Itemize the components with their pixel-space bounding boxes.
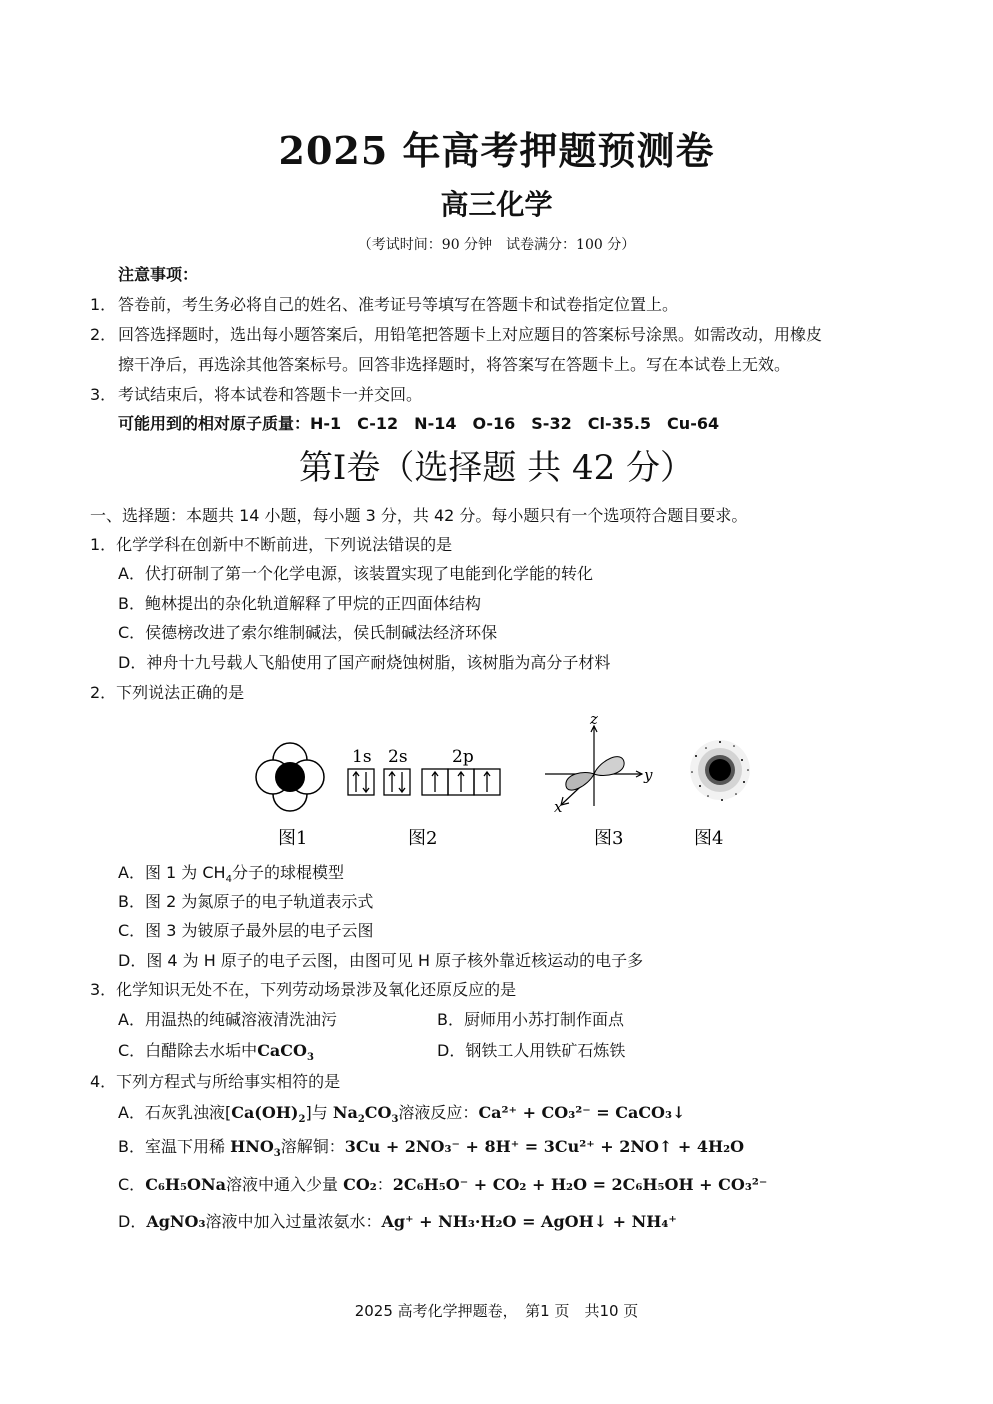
q1-stem: 1．化学学科在创新中不断前进，下列说法错误的是 bbox=[90, 535, 453, 554]
q3-option-d: D．钢铁工人用铁矿石炼铁 bbox=[437, 1041, 626, 1060]
q3-option-a: A．用温热的纯碱溶液清洗油污 bbox=[118, 1010, 337, 1029]
q3-option-b: B．厨师用小苏打制作面点 bbox=[437, 1010, 624, 1029]
notice-heading: 注意事项： bbox=[118, 265, 199, 284]
exam-title: 2025 年高考押题预测卷 bbox=[278, 128, 715, 173]
q4-option-d: D．AgNO₃溶液中加入过量浓氨水：Ag⁺ + NH₃·H₂O = AgOH↓ + NH₄⁺ bbox=[118, 1212, 677, 1231]
orbital-label-1s: 1s bbox=[352, 747, 372, 767]
notice-item-2: 2． 回答选择题时，选出每小题答案后，用铅笔把答题卡上对应题目的答案标号涂黑。如需改动，用橡皮 bbox=[90, 325, 823, 344]
q2-option-b: B．图 2 为氮原子的电子轨道表示式 bbox=[118, 892, 374, 911]
notice-item-1: 1． 答卷前，考生务必将自己的姓名、准考证号等填写在答题卡和试卷指定位置上。 bbox=[90, 295, 679, 314]
q4-option-b: B．室温下用稀 $HNO_3$溶解铜：3Cu + 2NO₃⁻ + 8H⁺ = 3Cu²⁺ + 2NO↑ + 4H₂O bbox=[118, 1137, 745, 1160]
fig1-molecule-model bbox=[256, 743, 324, 811]
q4-option-c: C．C₆H₅ONa溶液中通入少量 CO₂：2C₆H₅O⁻ + CO₂ + H₂O = 2C₆H₅OH + CO₃²⁻ bbox=[118, 1175, 768, 1194]
orbital-label-2s: 2s bbox=[388, 747, 408, 767]
q2-option-d: D．图 4 为 H 原子的电子云图，由图可见 H 原子核外靠近核运动的电子多 bbox=[118, 951, 644, 970]
section-title: 第I卷（选择题 共 42 分） bbox=[298, 448, 695, 488]
exam-info: （考试时间：90 分钟 试卷满分：100 分） bbox=[357, 237, 636, 253]
page-footer: 2025 高考化学押题卷， 第1 页 共10 页 bbox=[354, 1302, 639, 1320]
q2-option-c: C．图 3 为铍原子最外层的电子云图 bbox=[118, 921, 374, 940]
q1-option-d: D．神舟十九号载人飞船使用了国产耐烧蚀树脂，该树脂为高分子材料 bbox=[118, 653, 611, 672]
atomic-masses: 可能用到的相对原子质量：H-1 C-12 N-14 O-16 S-32 Cl-35.5 Cu-64 bbox=[118, 414, 720, 433]
fig3-p-orbital bbox=[545, 712, 653, 816]
fig-label-4: 图4 bbox=[694, 828, 724, 849]
q3-stem: 3．化学知识无处不在，下列劳动场景涉及氧化还原反应的是 bbox=[90, 980, 517, 999]
orbital-label-2p: 2p bbox=[452, 747, 474, 767]
axis-label-x: x bbox=[554, 798, 563, 816]
q4-option-a: A．石灰乳浊液$[Ca(OH)_2]$与 $Na_2CO_3$溶液反应：Ca²⁺ + CO₃²⁻ = CaCO₃↓ bbox=[118, 1103, 686, 1126]
q3-option-c: C．白醋除去水垢中CaCO$_3$ bbox=[118, 1041, 314, 1064]
q1-option-a: A．伏打研制了第一个化学电源，该装置实现了电能到化学能的转化 bbox=[118, 564, 593, 583]
axis-label-z: z bbox=[590, 712, 598, 728]
fig4-electron-cloud bbox=[690, 740, 750, 801]
notice-item-2-cont: 擦干净后，再选涂其他答案标号。回答非选择题时，将答案写在答题卡上。写在本试卷上无效。 bbox=[118, 355, 791, 374]
section-intro: 一、选择题：本题共 14 小题，每小题 3 分，共 42 分。每小题只有一个选项符合题目要求。 bbox=[90, 506, 748, 525]
axis-label-y: y bbox=[644, 766, 653, 784]
q2-figures bbox=[250, 712, 770, 857]
q4-stem: 4．下列方程式与所给事实相符的是 bbox=[90, 1072, 341, 1091]
fig-label-2: 图2 bbox=[408, 828, 438, 849]
fig2-orbital-diagram bbox=[348, 747, 500, 795]
q1-option-b: B．鲍林提出的杂化轨道解释了甲烷的正四面体结构 bbox=[118, 594, 481, 613]
q2-stem: 2．下列说法正确的是 bbox=[90, 683, 245, 702]
q1-option-c: C．侯德榜改进了索尔维制碱法，侯氏制碱法经济环保 bbox=[118, 623, 498, 642]
exam-subtitle: 高三化学 bbox=[440, 188, 553, 221]
fig-label-3: 图3 bbox=[594, 828, 624, 849]
notice-item-3: 3． 考试结束后，将本试卷和答题卡一并交回。 bbox=[90, 385, 423, 404]
fig-label-1: 图1 bbox=[278, 828, 308, 849]
q2-option-a: A．图 1 为 $CH_4$分子的球棍模型 bbox=[118, 863, 344, 886]
